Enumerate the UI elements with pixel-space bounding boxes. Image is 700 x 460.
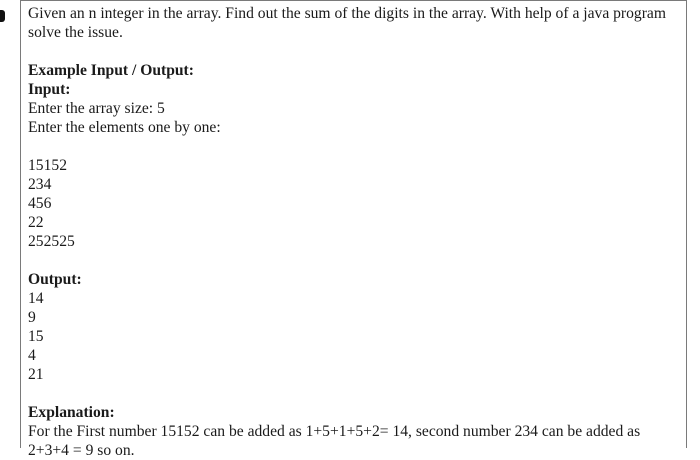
spacer <box>28 42 682 61</box>
input-heading: Input: <box>28 81 71 98</box>
left-edge-marker <box>0 10 5 22</box>
output-values-list <box>28 289 682 384</box>
input-element: 22 <box>28 214 44 231</box>
output-heading: Output: <box>28 271 82 288</box>
explanation-text: For the First number 15152 can be added as 1+5+1+5+2= 14, second number 234 can be added as <box>28 423 641 440</box>
input-element: 15152 <box>28 157 67 174</box>
spacer <box>28 384 682 403</box>
output-value: 15 <box>28 328 44 345</box>
problem-statement: Given an n integer in the array. Find out the sum of the digits in the array. With help of a java program solve the issue. <box>28 5 666 41</box>
input-element: 234 <box>28 176 52 193</box>
output-value: 14 <box>28 290 44 307</box>
elements-prompt: Enter the elements one by one: <box>28 119 221 136</box>
explanation-continuation: 2+3+4 = 9 so on. <box>28 442 135 459</box>
example-heading: Example Input / Output: <box>28 62 194 79</box>
input-element: 252525 <box>28 233 75 250</box>
spacer <box>28 251 682 270</box>
document-content <box>28 4 682 459</box>
spacer <box>28 137 682 156</box>
size-prompt: Enter the array size: 5 <box>28 100 165 117</box>
input-element: 456 <box>28 195 52 212</box>
explanation-heading: Explanation: <box>28 404 115 421</box>
output-value: 21 <box>28 366 44 383</box>
input-elements-list <box>28 156 682 251</box>
output-value: 9 <box>28 309 36 326</box>
output-value: 4 <box>28 347 36 364</box>
